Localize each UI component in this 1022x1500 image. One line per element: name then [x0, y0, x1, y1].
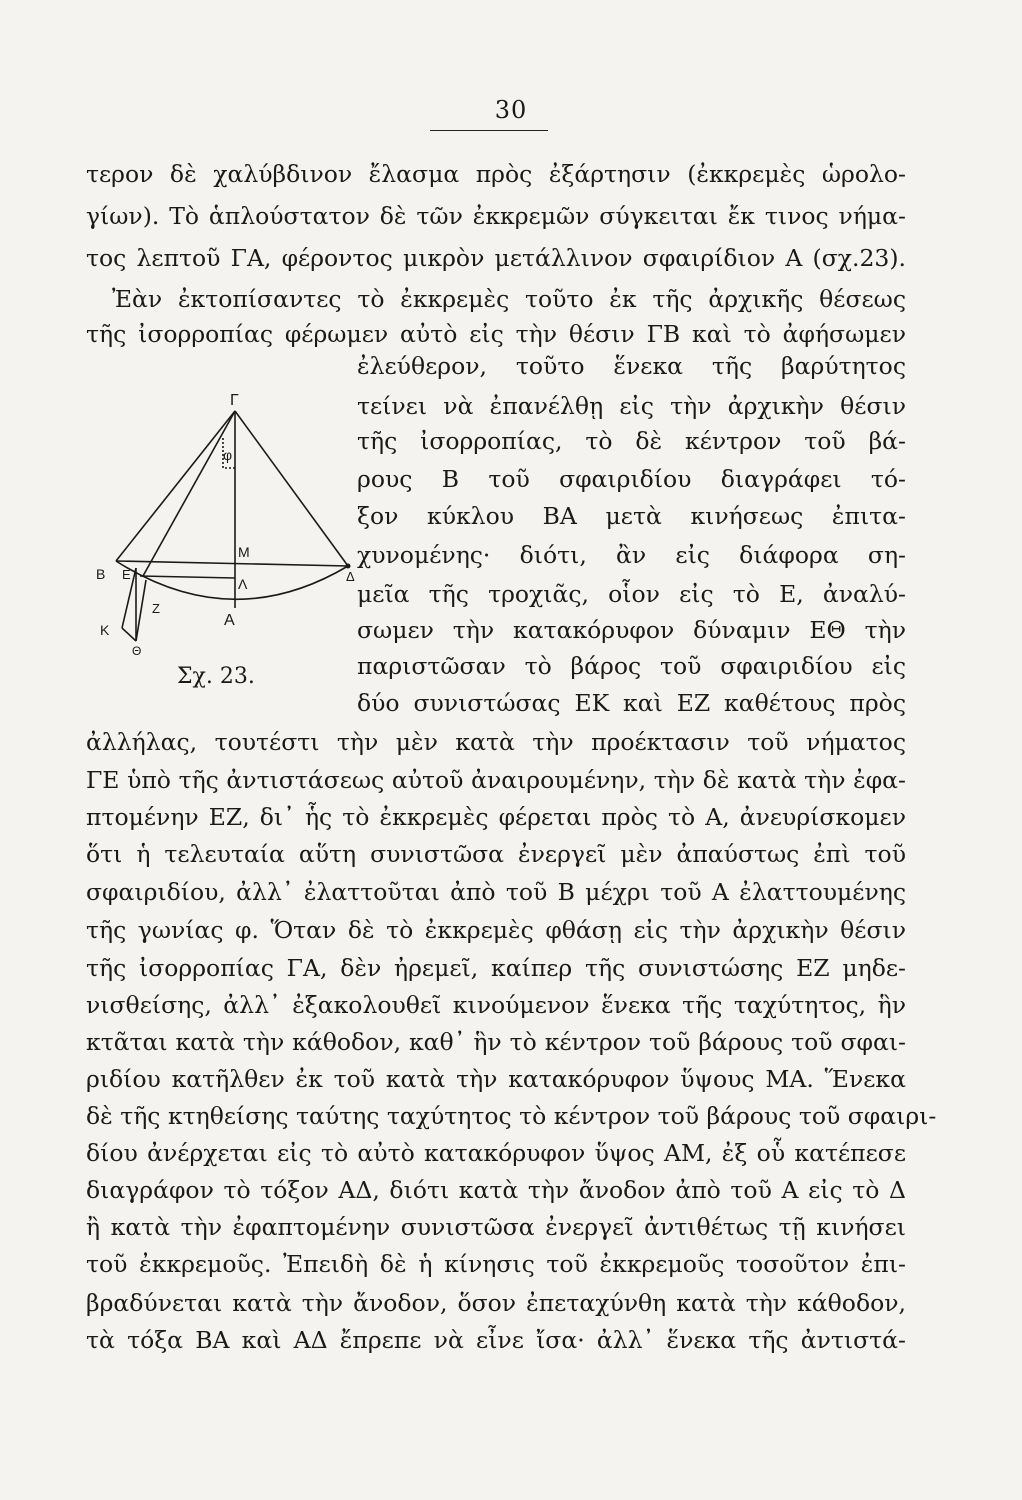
text-line: μεῖα τῆς τροχιᾶς, οἷον εἰς τὸ Ε, ἀναλύ- — [357, 580, 906, 608]
text-line: ριδίου κατῆλθεν ἐκ τοῦ κατὰ τὴν κατακόρυφον ὕψους ΜΑ. Ἕνεκα — [86, 1065, 906, 1093]
text-line: δύο συνιστώσας ΕΚ καὶ ΕΖ καθέτους πρὸς — [357, 689, 906, 717]
text-line: βραδύνεται κατὰ τὴν ἄνοδον, ὅσον ἐπεταχύνθη κατὰ τὴν κάθοδον, — [86, 1289, 906, 1317]
line-e-lambda — [140, 576, 235, 578]
text-line: τείνει νὰ ἐπανέλθῃ εἰς τὴν ἀρχικὴν θέσιν — [357, 392, 906, 420]
label-a: Α — [224, 612, 235, 629]
label-phi: φ — [223, 447, 233, 463]
text-line: χυνομένης· διότι, ἂν εἰς διάφορα ση- — [357, 541, 906, 569]
label-k: Κ — [100, 622, 110, 638]
text-line: τῆς ἰσορροπίας, τὸ δὲ κέντρον τοῦ βά- — [357, 427, 906, 455]
text-line: Ἐὰν ἐκτοπίσαντες τὸ ἐκκρεμὲς τοῦτο ἐκ τῆς ἀρχικῆς θέσεως — [112, 285, 906, 313]
text-line: σωμεν τὴν κατακόρυφον δύναμιν ΕΘ τὴν — [357, 616, 906, 644]
label-z: Ζ — [152, 601, 160, 616]
page-number: 30 — [494, 96, 528, 124]
text-line: τῆς ἰσορροπίας ΓΑ, δὲν ἠρεμεῖ, καίπερ τῆς συνιστώσης ΕΖ μηδε- — [86, 954, 906, 982]
text-line: δίου ἀνέρχεται εἰς τὸ αὐτὸ κατακόρυφον ὕψος ΑΜ, ἐξ οὗ κατέπεσε — [86, 1139, 906, 1167]
text-line: τος λεπτοῦ ΓΑ, φέροντος μικρὸν μετάλλινον σφαιρίδιον Α (σχ.23). — [86, 244, 906, 272]
string-gamma-b — [116, 411, 235, 561]
label-lambda: Λ — [238, 576, 248, 592]
text-line: τοῦ ἐκκρεμοῦς. Ἐπειδὴ δὲ ἡ κίνησις τοῦ ἐκκρεμοῦς τοσοῦτον ἐπι- — [86, 1250, 906, 1278]
label-e: Ε — [122, 567, 131, 582]
string-gamma-e — [143, 411, 235, 576]
text-line: ρους Β τοῦ σφαιριδίου διαγράφει τό- — [357, 465, 906, 493]
text-line: γίων). Τὸ ἁπλούστατον δὲ τῶν ἐκκρεμῶν σύγκειται ἔκ τινος νήμα- — [86, 202, 906, 230]
text-line: κτᾶται κατὰ τὴν κάθοδον, καθ᾽ ἣν τὸ κέντρον τοῦ βάρους τοῦ σφαι- — [86, 1028, 906, 1056]
label-theta: Θ — [132, 644, 142, 658]
line-z-theta — [136, 580, 146, 641]
text-line: ξον κύκλου ΒΑ μετὰ κινήσεως ἐπιτα- — [357, 502, 906, 530]
text-line: ὅτι ἡ τελευταία αὕτη συνιστῶσα ἐνεργεῖ μὲν ἀπαύστως ἐπὶ τοῦ — [86, 840, 906, 868]
text-line: διαγράφον τὸ τόξον ΑΔ, διότι κατὰ τὴν ἄνοδον ἀπὸ τοῦ Α εἰς τὸ Δ — [86, 1176, 906, 1204]
text-line: τῆς ἰσορροπίας φέρωμεν αὐτὸ εἰς τὴν θέσιν ΓΒ καὶ τὸ ἀφήσωμεν — [86, 320, 906, 348]
text-line: δὲ τῆς κτηθείσης ταύτης ταχύτητος τὸ κέντρον τοῦ βάρους τοῦ σφαιρι- — [86, 1102, 937, 1130]
text-line: σφαιριδίου, ἀλλ᾽ ἐλαττοῦται ἀπὸ τοῦ Β μέχρι τοῦ Α ἐλαττουμένης — [86, 878, 906, 906]
text-line: ἐλεύθερον, τοῦτο ἕνεκα τῆς βαρύτητος — [357, 352, 906, 380]
text-line: ἢ κατὰ τὴν ἐφαπτομένην συνιστῶσα ἐνεργεῖ ἀντιθέτως τῇ κινήσει — [86, 1213, 906, 1241]
text-line: νισθείσης, ἀλλ᾽ ἐξακολουθεῖ κινούμενον ἕνεκα τῆς ταχύτητος, ἣν — [86, 991, 906, 1019]
point-delta — [346, 564, 351, 569]
label-b: Β — [96, 566, 106, 582]
label-m: Μ — [238, 544, 250, 560]
text-line: τερον δὲ χαλύβδινον ἔλασμα πρὸς ἐξάρτησιν (ἐκκρεμὲς ὡρολο- — [86, 160, 906, 188]
label-delta: Δ — [346, 569, 355, 584]
pendulum-figure — [82, 385, 362, 690]
line-k-theta — [122, 628, 136, 641]
header-rule — [430, 130, 548, 131]
text-line: παριστῶσαν τὸ βάρος τοῦ σφαιριδίου εἰς — [357, 652, 906, 680]
figure-caption: Σχ. 23. — [177, 664, 255, 689]
label-gamma: Γ — [230, 392, 239, 409]
text-line: πτομένην ΕΖ, δι᾽ ἧς τὸ ἐκκρεμὲς φέρεται πρὸς τὸ Α, ἀνευρίσκομεν — [86, 803, 906, 831]
text-line: τῆς γωνίας φ. Ὅταν δὲ τὸ ἐκκρεμὲς φθάσῃ εἰς τὴν ἀρχικὴν θέσιν — [86, 916, 906, 944]
text-line: ἀλλήλας, τουτέστι τὴν μὲν κατὰ τὴν προέκτασιν τοῦ νήματος — [86, 728, 906, 756]
text-line: ΓΕ ὑπὸ τῆς ἀντιστάσεως αὐτοῦ ἀναιρουμένην, τὴν δὲ κατὰ τὴν ἐφα- — [86, 766, 906, 794]
text-line: τὰ τόξα ΒΑ καὶ ΑΔ ἔπρεπε νὰ εἶνε ἴσα· ἀλλ᾽ ἕνεκα τῆς ἀντιστά- — [86, 1326, 906, 1354]
string-gamma-delta — [235, 411, 348, 566]
arc-b-a-delta — [116, 561, 348, 599]
